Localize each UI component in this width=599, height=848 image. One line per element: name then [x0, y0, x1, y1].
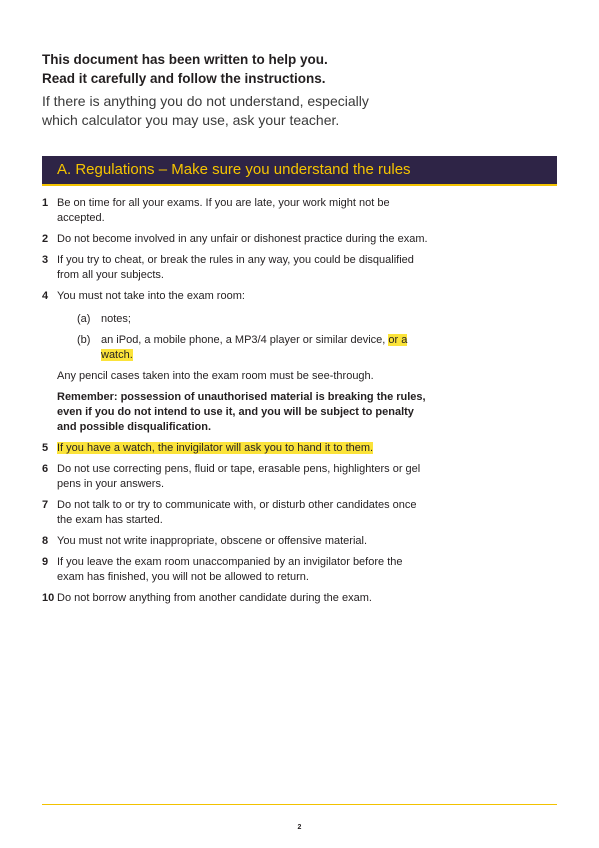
intro-note-line-2: which calculator you may use, ask your teacher. [42, 112, 340, 128]
remember-warning: Remember: possession of unauthorised material is breaking the rules, even if you do not intend to use it, and you will be subject to penalty and possible disqualification. [57, 391, 426, 433]
rule-8 [42, 534, 432, 549]
rule-number: 6 [42, 463, 49, 475]
intro-line-2: Read it carefully and follow the instructions. [42, 71, 326, 86]
rule-6 [42, 462, 432, 492]
rule-number: 8 [42, 535, 49, 547]
rule-text: Be on time for all your exams. If you are late, your work might not be accepted. [57, 197, 390, 224]
intro-instructions [42, 50, 542, 88]
page-number: 2 [297, 824, 302, 831]
rule-number: 9 [42, 556, 49, 568]
rule-text: Do not use correcting pens, fluid or tape, erasable pens, highlighters or gel pens in your answers. [57, 463, 421, 490]
rule-text: If you try to cheat, or break the rules in any way, you could be disqualified from all your subjects. [57, 254, 414, 281]
rule-text: Do not talk to or try to communicate with, or disturb other candidates once the exam has started. [57, 499, 417, 526]
rule-4-sublist [57, 312, 432, 363]
rules-list [42, 196, 432, 612]
item-text: an iPod, a mobile phone, a MP3/4 player or similar device, [101, 334, 386, 346]
rule-number: 7 [42, 499, 49, 511]
rule-2 [42, 232, 432, 247]
section-banner [42, 156, 557, 186]
item-text: notes; [101, 313, 131, 325]
rule-number: 4 [42, 290, 49, 302]
rule-1 [42, 196, 432, 226]
rule-text-highlighted: If you have a watch, the invigilator will ask you to hand it to them. [57, 442, 374, 454]
rule-number: 2 [42, 233, 49, 245]
rule-text: You must not write inappropriate, obscene or offensive material. [57, 535, 368, 547]
rule-4 [42, 289, 432, 363]
item-marker: (a) [77, 313, 91, 325]
rule-10 [42, 591, 432, 606]
intro-line-1: This document has been written to help you. [42, 52, 328, 67]
rule-text: You must not take into the exam room: [57, 290, 245, 302]
section-title: A. Regulations – Make sure you understand the rules [57, 161, 411, 178]
footer-divider [42, 804, 557, 805]
intro-note [42, 92, 562, 130]
highlighted-text: or a watch. [101, 334, 408, 361]
rule-number: 1 [42, 197, 49, 209]
rule-number: 5 [42, 442, 49, 454]
rule-number: 10 [42, 592, 55, 604]
rule-3 [42, 253, 432, 283]
intro-note-line-1: If there is anything you do not understand, especially [42, 93, 369, 109]
rule-4-item-b [77, 333, 432, 363]
rule-text: Do not borrow anything from another candidate during the exam. [57, 592, 372, 604]
item-marker: (b) [77, 334, 91, 346]
rule-text: If you leave the exam room unaccompanied by an invigilator before the exam has finished, you will not be allowed to return. [57, 556, 403, 583]
rule-4-item-a [77, 312, 432, 327]
rule-number: 3 [42, 254, 49, 266]
rule-text: Do not become involved in any unfair or dishonest practice during the exam. [57, 233, 428, 245]
rule-9 [42, 555, 432, 585]
rule-7 [42, 498, 432, 528]
pencil-case-note: Any pencil cases taken into the exam room must be see-through. [57, 370, 374, 382]
rule-5 [42, 441, 432, 456]
